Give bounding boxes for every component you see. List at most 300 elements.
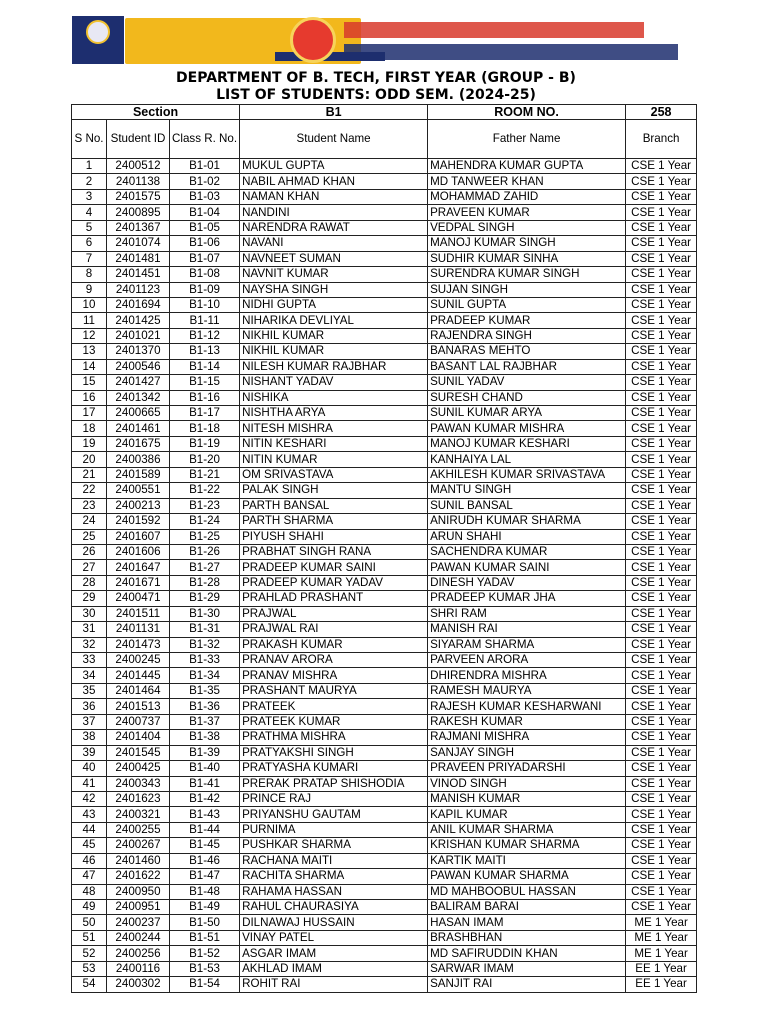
cell-student-name: OM SRIVASTAVA bbox=[240, 467, 428, 482]
cell-student-id: 2401131 bbox=[107, 622, 170, 637]
room-label: ROOM NO. bbox=[428, 105, 626, 120]
table-row bbox=[72, 653, 697, 668]
cell-sno: 7 bbox=[72, 251, 107, 266]
cell-student-name: RACHANA MAITI bbox=[240, 853, 428, 868]
table-row bbox=[72, 174, 697, 189]
cell-student-name: PRANAV MISHRA bbox=[240, 668, 428, 683]
cell-father-name: ANIRUDH KUMAR SHARMA bbox=[428, 514, 626, 529]
cell-branch: CSE 1 Year bbox=[626, 591, 697, 606]
table-row bbox=[72, 884, 697, 899]
cell-sno: 9 bbox=[72, 282, 107, 297]
cell-branch: CSE 1 Year bbox=[626, 390, 697, 405]
table-row bbox=[72, 622, 697, 637]
cell-class-roll: B1-54 bbox=[170, 977, 240, 992]
cell-father-name: SUJAN SINGH bbox=[428, 282, 626, 297]
table-row bbox=[72, 220, 697, 235]
institute-logo bbox=[72, 16, 124, 64]
table-row bbox=[72, 961, 697, 976]
cell-class-roll: B1-06 bbox=[170, 236, 240, 251]
table-row bbox=[72, 714, 697, 729]
cell-sno: 44 bbox=[72, 822, 107, 837]
cell-father-name: PAWAN KUMAR SAINI bbox=[428, 560, 626, 575]
cell-sno: 10 bbox=[72, 297, 107, 312]
cell-branch: CSE 1 Year bbox=[626, 622, 697, 637]
cell-class-roll: B1-51 bbox=[170, 930, 240, 945]
cell-student-name: RACHITA SHARMA bbox=[240, 869, 428, 884]
cell-sno: 14 bbox=[72, 359, 107, 374]
cell-student-id: 2401370 bbox=[107, 344, 170, 359]
cell-student-id: 2401425 bbox=[107, 313, 170, 328]
cell-student-id: 2401623 bbox=[107, 791, 170, 806]
cell-class-roll: B1-14 bbox=[170, 359, 240, 374]
cell-student-id: 2400321 bbox=[107, 807, 170, 822]
cell-class-roll: B1-18 bbox=[170, 421, 240, 436]
table-row bbox=[72, 869, 697, 884]
table-row bbox=[72, 498, 697, 513]
cell-student-id: 2401473 bbox=[107, 637, 170, 652]
cell-class-roll: B1-37 bbox=[170, 714, 240, 729]
cell-student-name: PURNIMA bbox=[240, 822, 428, 837]
table-row bbox=[72, 900, 697, 915]
cell-class-roll: B1-19 bbox=[170, 436, 240, 451]
cell-sno: 3 bbox=[72, 189, 107, 204]
table-row bbox=[72, 606, 697, 621]
cell-class-roll: B1-20 bbox=[170, 452, 240, 467]
header-sno: S No. bbox=[72, 120, 107, 159]
cell-student-name: DILNAWAJ HUSSAIN bbox=[240, 915, 428, 930]
table-row bbox=[72, 436, 697, 451]
cell-sno: 17 bbox=[72, 406, 107, 421]
cell-sno: 38 bbox=[72, 730, 107, 745]
cell-father-name: MANISH RAI bbox=[428, 622, 626, 637]
cell-student-name: NITIN KESHARI bbox=[240, 436, 428, 451]
table-row bbox=[72, 683, 697, 698]
cell-branch: CSE 1 Year bbox=[626, 884, 697, 899]
cell-sno: 23 bbox=[72, 498, 107, 513]
cell-student-id: 2400116 bbox=[107, 961, 170, 976]
cell-father-name: MANOJ KUMAR SINGH bbox=[428, 236, 626, 251]
cell-student-name: PRANAV ARORA bbox=[240, 653, 428, 668]
cell-student-id: 2401606 bbox=[107, 544, 170, 559]
cell-branch: CSE 1 Year bbox=[626, 236, 697, 251]
cell-student-id: 2401513 bbox=[107, 699, 170, 714]
cell-sno: 31 bbox=[72, 622, 107, 637]
cell-sno: 37 bbox=[72, 714, 107, 729]
table-row bbox=[72, 375, 697, 390]
cell-class-roll: B1-48 bbox=[170, 884, 240, 899]
cell-class-roll: B1-08 bbox=[170, 267, 240, 282]
table-row bbox=[72, 359, 697, 374]
cell-sno: 16 bbox=[72, 390, 107, 405]
cell-sno: 42 bbox=[72, 791, 107, 806]
cell-father-name: SUNIL YADAV bbox=[428, 375, 626, 390]
page-subtitle: LIST OF STUDENTS: ODD SEM. (2024-25) bbox=[216, 87, 536, 103]
cell-father-name: ARUN SHAHI bbox=[428, 529, 626, 544]
cell-sno: 30 bbox=[72, 606, 107, 621]
cell-sno: 53 bbox=[72, 961, 107, 976]
cell-student-id: 2400244 bbox=[107, 930, 170, 945]
cell-student-id: 2401427 bbox=[107, 375, 170, 390]
cell-sno: 11 bbox=[72, 313, 107, 328]
cell-father-name: SACHENDRA KUMAR bbox=[428, 544, 626, 559]
header-student-id: Student ID bbox=[107, 120, 170, 159]
cell-branch: CSE 1 Year bbox=[626, 560, 697, 575]
cell-sno: 22 bbox=[72, 483, 107, 498]
cell-sno: 15 bbox=[72, 375, 107, 390]
cell-student-name: PRAJWAL RAI bbox=[240, 622, 428, 637]
cell-father-name: PARVEEN ARORA bbox=[428, 653, 626, 668]
cell-branch: EE 1 Year bbox=[626, 961, 697, 976]
table-row bbox=[72, 560, 697, 575]
cell-sno: 54 bbox=[72, 977, 107, 992]
cell-sno: 33 bbox=[72, 653, 107, 668]
cell-sno: 29 bbox=[72, 591, 107, 606]
cell-student-name: NAVNIT KUMAR bbox=[240, 267, 428, 282]
table-row bbox=[72, 267, 697, 282]
cell-class-roll: B1-30 bbox=[170, 606, 240, 621]
cell-student-name: ROHIT RAI bbox=[240, 977, 428, 992]
cell-student-id: 2400665 bbox=[107, 406, 170, 421]
cell-sno: 21 bbox=[72, 467, 107, 482]
cell-branch: CSE 1 Year bbox=[626, 683, 697, 698]
cell-student-name: NIDHI GUPTA bbox=[240, 297, 428, 312]
cell-student-id: 2401464 bbox=[107, 683, 170, 698]
table-row bbox=[72, 930, 697, 945]
cell-sno: 24 bbox=[72, 514, 107, 529]
cell-student-name: NISHANT YADAV bbox=[240, 375, 428, 390]
cell-father-name: SANJAY SINGH bbox=[428, 745, 626, 760]
cell-branch: CSE 1 Year bbox=[626, 297, 697, 312]
cell-sno: 40 bbox=[72, 761, 107, 776]
cell-class-roll: B1-46 bbox=[170, 853, 240, 868]
institute-name-hindi bbox=[344, 22, 644, 38]
cell-class-roll: B1-07 bbox=[170, 251, 240, 266]
cell-branch: CSE 1 Year bbox=[626, 900, 697, 915]
cell-student-id: 2400471 bbox=[107, 591, 170, 606]
cell-father-name: MD SAFIRUDDIN KHAN bbox=[428, 946, 626, 961]
cell-student-id: 2401575 bbox=[107, 189, 170, 204]
cell-sno: 52 bbox=[72, 946, 107, 961]
cell-student-name: PRATEEK bbox=[240, 699, 428, 714]
table-row bbox=[72, 853, 697, 868]
cell-student-id: 2401461 bbox=[107, 421, 170, 436]
cell-branch: CSE 1 Year bbox=[626, 668, 697, 683]
header-father-name: Father Name bbox=[428, 120, 626, 159]
cell-sno: 50 bbox=[72, 915, 107, 930]
cell-sno: 51 bbox=[72, 930, 107, 945]
cell-student-id: 2401647 bbox=[107, 560, 170, 575]
table-row bbox=[72, 807, 697, 822]
table-row bbox=[72, 822, 697, 837]
cell-student-name: PRATEEK KUMAR bbox=[240, 714, 428, 729]
cell-student-name: PIYUSH SHAHI bbox=[240, 529, 428, 544]
cell-father-name: PAWAN KUMAR SHARMA bbox=[428, 869, 626, 884]
cell-branch: CSE 1 Year bbox=[626, 637, 697, 652]
cell-branch: ME 1 Year bbox=[626, 946, 697, 961]
cell-class-roll: B1-53 bbox=[170, 961, 240, 976]
section-label: Section bbox=[72, 105, 240, 120]
cell-student-id: 2401607 bbox=[107, 529, 170, 544]
cell-student-id: 2401622 bbox=[107, 869, 170, 884]
cell-student-id: 2400343 bbox=[107, 776, 170, 791]
cell-father-name: KAPIL KUMAR bbox=[428, 807, 626, 822]
cell-student-id: 2401451 bbox=[107, 267, 170, 282]
cell-student-name: NISHTHA ARYA bbox=[240, 406, 428, 421]
table-row bbox=[72, 529, 697, 544]
table-row bbox=[72, 282, 697, 297]
cell-student-name: PRAKASH KUMAR bbox=[240, 637, 428, 652]
cell-student-name: RAHAMA HASSAN bbox=[240, 884, 428, 899]
cell-sno: 46 bbox=[72, 853, 107, 868]
cell-branch: CSE 1 Year bbox=[626, 761, 697, 776]
cell-father-name: RAKESH KUMAR bbox=[428, 714, 626, 729]
cell-student-id: 2401694 bbox=[107, 297, 170, 312]
cell-sno: 47 bbox=[72, 869, 107, 884]
cell-student-id: 2401545 bbox=[107, 745, 170, 760]
cell-sno: 20 bbox=[72, 452, 107, 467]
cell-student-name: NABIL AHMAD KHAN bbox=[240, 174, 428, 189]
cell-class-roll: B1-28 bbox=[170, 575, 240, 590]
cell-student-id: 2401675 bbox=[107, 436, 170, 451]
cell-branch: CSE 1 Year bbox=[626, 220, 697, 235]
cell-student-name: PRAJWAL bbox=[240, 606, 428, 621]
cell-father-name: HASAN IMAM bbox=[428, 915, 626, 930]
cell-student-name: PRASHANT MAURYA bbox=[240, 683, 428, 698]
cell-student-name: NAYSHA SINGH bbox=[240, 282, 428, 297]
cell-class-roll: B1-45 bbox=[170, 838, 240, 853]
cell-student-id: 2400302 bbox=[107, 977, 170, 992]
cell-branch: CSE 1 Year bbox=[626, 514, 697, 529]
cell-sno: 28 bbox=[72, 575, 107, 590]
cell-father-name: PRADEEP KUMAR bbox=[428, 313, 626, 328]
cell-class-roll: B1-24 bbox=[170, 514, 240, 529]
cell-father-name: DINESH YADAV bbox=[428, 575, 626, 590]
cell-class-roll: B1-22 bbox=[170, 483, 240, 498]
cell-student-id: 2400213 bbox=[107, 498, 170, 513]
cell-father-name: ANIL KUMAR SHARMA bbox=[428, 822, 626, 837]
cell-class-roll: B1-17 bbox=[170, 406, 240, 421]
cell-student-id: 2400950 bbox=[107, 884, 170, 899]
cell-student-name: PARTH BANSAL bbox=[240, 498, 428, 513]
cell-class-roll: B1-31 bbox=[170, 622, 240, 637]
cell-branch: CSE 1 Year bbox=[626, 529, 697, 544]
emblem-icon bbox=[86, 20, 110, 44]
cell-father-name: SUNIL GUPTA bbox=[428, 297, 626, 312]
cell-class-roll: B1-44 bbox=[170, 822, 240, 837]
cell-student-id: 2401021 bbox=[107, 328, 170, 343]
cell-sno: 18 bbox=[72, 421, 107, 436]
cell-branch: CSE 1 Year bbox=[626, 174, 697, 189]
table-row bbox=[72, 344, 697, 359]
cell-sno: 25 bbox=[72, 529, 107, 544]
cell-sno: 36 bbox=[72, 699, 107, 714]
cell-class-roll: B1-26 bbox=[170, 544, 240, 559]
cell-student-id: 2401342 bbox=[107, 390, 170, 405]
cell-father-name: MOHAMMAD ZAHID bbox=[428, 189, 626, 204]
cell-student-id: 2401481 bbox=[107, 251, 170, 266]
cell-student-name: PRABHAT SINGH RANA bbox=[240, 544, 428, 559]
cell-father-name: VINOD SINGH bbox=[428, 776, 626, 791]
cell-student-name: AKHLAD IMAM bbox=[240, 961, 428, 976]
cell-sno: 6 bbox=[72, 236, 107, 251]
table-row bbox=[72, 977, 697, 992]
cell-class-roll: B1-05 bbox=[170, 220, 240, 235]
cell-sno: 5 bbox=[72, 220, 107, 235]
cell-student-name: NITIN KUMAR bbox=[240, 452, 428, 467]
cell-student-id: 2400737 bbox=[107, 714, 170, 729]
cell-student-id: 2400425 bbox=[107, 761, 170, 776]
table-row bbox=[72, 452, 697, 467]
cell-father-name: MANTU SINGH bbox=[428, 483, 626, 498]
institute-name-english bbox=[344, 44, 678, 60]
cell-student-name: NIKHIL KUMAR bbox=[240, 344, 428, 359]
cell-class-roll: B1-03 bbox=[170, 189, 240, 204]
seal-icon bbox=[290, 17, 336, 63]
cell-student-id: 2401074 bbox=[107, 236, 170, 251]
table-row bbox=[72, 668, 697, 683]
cell-class-roll: B1-36 bbox=[170, 699, 240, 714]
table-row bbox=[72, 297, 697, 312]
student-list-table bbox=[71, 104, 697, 993]
cell-student-name: PARTH SHARMA bbox=[240, 514, 428, 529]
cell-father-name: DHIRENDRA MISHRA bbox=[428, 668, 626, 683]
cell-father-name: MD MAHBOOBUL HASSAN bbox=[428, 884, 626, 899]
cell-father-name: PAWAN KUMAR MISHRA bbox=[428, 421, 626, 436]
cell-class-roll: B1-02 bbox=[170, 174, 240, 189]
cell-father-name: AKHILESH KUMAR SRIVASTAVA bbox=[428, 467, 626, 482]
cell-sno: 43 bbox=[72, 807, 107, 822]
cell-student-name: NANDINI bbox=[240, 205, 428, 220]
cell-class-roll: B1-25 bbox=[170, 529, 240, 544]
section-value: B1 bbox=[240, 105, 428, 120]
cell-branch: CSE 1 Year bbox=[626, 699, 697, 714]
cell-branch: CSE 1 Year bbox=[626, 452, 697, 467]
cell-father-name: KRISHAN KUMAR SHARMA bbox=[428, 838, 626, 853]
table-row bbox=[72, 544, 697, 559]
cell-class-roll: B1-32 bbox=[170, 637, 240, 652]
cell-class-roll: B1-43 bbox=[170, 807, 240, 822]
cell-class-roll: B1-29 bbox=[170, 591, 240, 606]
cell-sno: 35 bbox=[72, 683, 107, 698]
cell-branch: CSE 1 Year bbox=[626, 730, 697, 745]
cell-student-id: 2400255 bbox=[107, 822, 170, 837]
cell-father-name: RAJENDRA SINGH bbox=[428, 328, 626, 343]
table-row bbox=[72, 514, 697, 529]
cell-student-id: 2401404 bbox=[107, 730, 170, 745]
cell-branch: CSE 1 Year bbox=[626, 498, 697, 513]
cell-class-roll: B1-38 bbox=[170, 730, 240, 745]
cell-father-name: RAMESH MAURYA bbox=[428, 683, 626, 698]
cell-student-name: PRINCE RAJ bbox=[240, 791, 428, 806]
cell-class-roll: B1-52 bbox=[170, 946, 240, 961]
cell-father-name: SUNIL BANSAL bbox=[428, 498, 626, 513]
cell-father-name: KARTIK MAITI bbox=[428, 853, 626, 868]
cell-student-name: PRAHLAD PRASHANT bbox=[240, 591, 428, 606]
cell-branch: CSE 1 Year bbox=[626, 575, 697, 590]
cell-class-roll: B1-39 bbox=[170, 745, 240, 760]
cell-branch: CSE 1 Year bbox=[626, 869, 697, 884]
cell-branch: CSE 1 Year bbox=[626, 375, 697, 390]
table-row bbox=[72, 313, 697, 328]
header-class-roll bbox=[170, 120, 240, 159]
cell-class-roll: B1-49 bbox=[170, 900, 240, 915]
table-row bbox=[72, 699, 697, 714]
cell-student-id: 2401592 bbox=[107, 514, 170, 529]
cell-branch: CSE 1 Year bbox=[626, 791, 697, 806]
table-row bbox=[72, 591, 697, 606]
cell-student-id: 2400267 bbox=[107, 838, 170, 853]
cell-student-name: PUSHKAR SHARMA bbox=[240, 838, 428, 853]
cell-branch: ME 1 Year bbox=[626, 915, 697, 930]
cell-father-name: SHRI RAM bbox=[428, 606, 626, 621]
cell-father-name: SURENDRA KUMAR SINGH bbox=[428, 267, 626, 282]
table-row bbox=[72, 575, 697, 590]
cell-class-roll: B1-33 bbox=[170, 653, 240, 668]
cell-branch: CSE 1 Year bbox=[626, 282, 697, 297]
header-student-name: Student Name bbox=[240, 120, 428, 159]
cell-student-id: 2401123 bbox=[107, 282, 170, 297]
cell-branch: EE 1 Year bbox=[626, 977, 697, 992]
cell-student-name: PRIYANSHU GAUTAM bbox=[240, 807, 428, 822]
table-row bbox=[72, 251, 697, 266]
cell-student-name: NISHIKA bbox=[240, 390, 428, 405]
cell-father-name: RAJESH KUMAR KESHARWANI bbox=[428, 699, 626, 714]
table-row bbox=[72, 761, 697, 776]
cell-student-id: 2400951 bbox=[107, 900, 170, 915]
cell-branch: CSE 1 Year bbox=[626, 436, 697, 451]
cell-student-name: PRADEEP KUMAR SAINI bbox=[240, 560, 428, 575]
cell-branch: CSE 1 Year bbox=[626, 251, 697, 266]
header-branch: Branch bbox=[626, 120, 697, 159]
cell-branch: CSE 1 Year bbox=[626, 838, 697, 853]
cell-student-name: NAVNEET SUMAN bbox=[240, 251, 428, 266]
table-row bbox=[72, 406, 697, 421]
cell-class-roll: B1-04 bbox=[170, 205, 240, 220]
cell-student-id: 2400237 bbox=[107, 915, 170, 930]
cell-student-name: ASGAR IMAM bbox=[240, 946, 428, 961]
cell-branch: CSE 1 Year bbox=[626, 344, 697, 359]
cell-father-name: SUNIL KUMAR ARYA bbox=[428, 406, 626, 421]
column-header-row bbox=[72, 120, 697, 159]
cell-class-roll: B1-27 bbox=[170, 560, 240, 575]
cell-student-name: PRADEEP KUMAR YADAV bbox=[240, 575, 428, 590]
cell-student-id: 2400512 bbox=[107, 159, 170, 174]
cell-father-name: SANJIT RAI bbox=[428, 977, 626, 992]
cell-sno: 41 bbox=[72, 776, 107, 791]
cell-student-name: NIHARIKA DEVLIYAL bbox=[240, 313, 428, 328]
cell-student-id: 2401589 bbox=[107, 467, 170, 482]
cell-class-roll: B1-50 bbox=[170, 915, 240, 930]
cell-class-roll: B1-16 bbox=[170, 390, 240, 405]
cell-branch: CSE 1 Year bbox=[626, 653, 697, 668]
cell-branch: CSE 1 Year bbox=[626, 807, 697, 822]
cell-sno: 26 bbox=[72, 544, 107, 559]
table-row bbox=[72, 483, 697, 498]
cell-father-name: MANOJ KUMAR KESHARI bbox=[428, 436, 626, 451]
cell-class-roll: B1-40 bbox=[170, 761, 240, 776]
cell-sno: 49 bbox=[72, 900, 107, 915]
table-row bbox=[72, 467, 697, 482]
cell-branch: CSE 1 Year bbox=[626, 714, 697, 729]
cell-father-name: SIYARAM SHARMA bbox=[428, 637, 626, 652]
cell-branch: CSE 1 Year bbox=[626, 483, 697, 498]
cell-father-name: BANARAS MEHTO bbox=[428, 344, 626, 359]
table-row bbox=[72, 205, 697, 220]
cell-father-name: PRAVEEN KUMAR bbox=[428, 205, 626, 220]
cell-class-roll: B1-01 bbox=[170, 159, 240, 174]
table-row bbox=[72, 946, 697, 961]
cell-student-name: MUKUL GUPTA bbox=[240, 159, 428, 174]
